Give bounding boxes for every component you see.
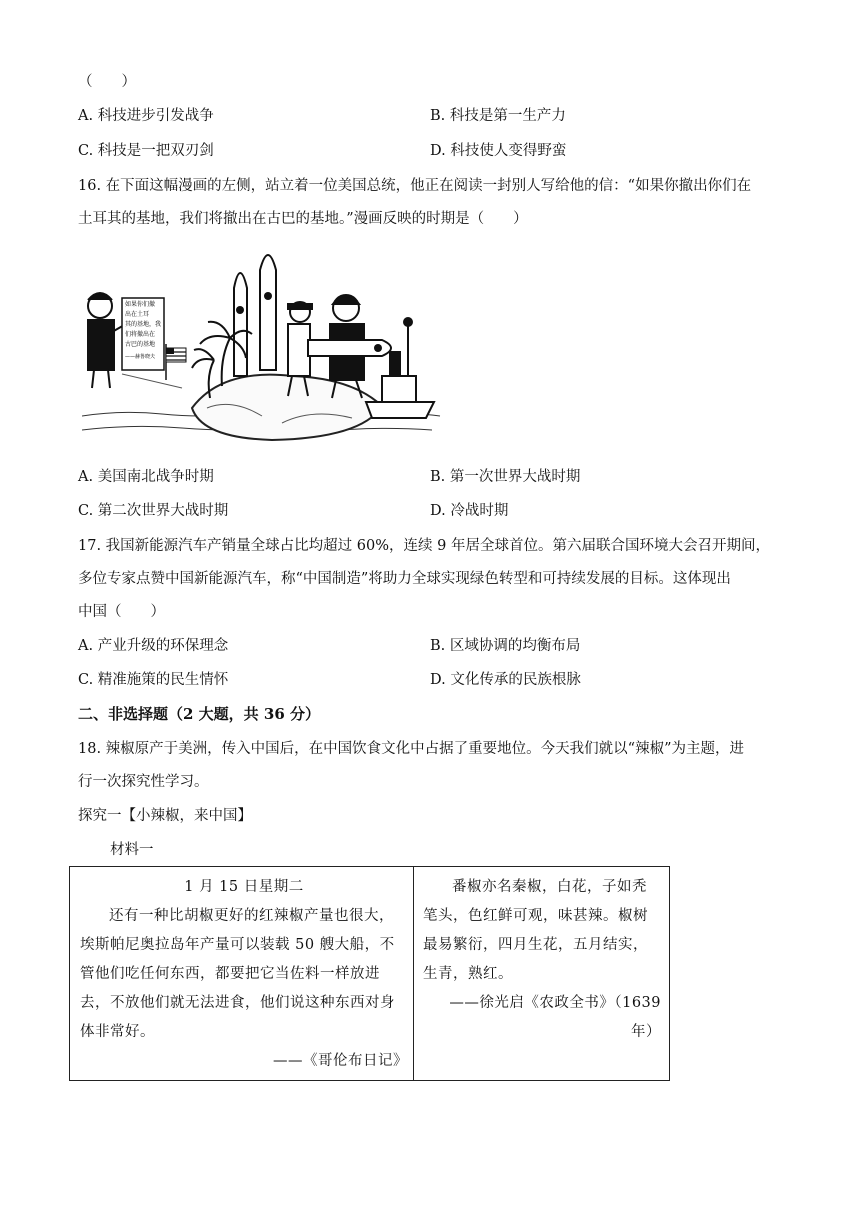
q18-stem-line2: 行一次探究性学习。 [78,774,209,790]
section-2-title: 二、非选择题（2 大题，共 36 分） [78,705,320,723]
diary-body: 还有一种比胡椒更好的红辣椒产量也很大，埃斯帕尼奥拉岛年产量可以装载 50 艘大船，不管他们吃任何东西，都要把它当佐料一样放进去，不放他们就无法进食，他们说这种东西对身体非常好。 [80,908,395,1040]
q17-option-c: C. 精准施策的民生情怀 [78,672,229,688]
q16-option-d: D. 冷战时期 [430,503,509,519]
explore-1-heading: 探究一【小辣椒，来中国】 [78,808,252,824]
nongzheng-body: 番椒亦名秦椒，白花，子如秃笔头，色红鲜可观，味甚辣。椒树最易繁衍，四月生花，五月结实，生青，熟红。 [423,879,648,982]
q17-option-b: B. 区域协调的均衡布局 [430,638,581,654]
letter-text-1: 如果你们撤 [125,301,156,308]
material-1-label: 材料一 [110,842,154,858]
q16-option-c: C. 第二次世界大战时期 [78,503,229,519]
q17-stem-line3: 中国（ ） [78,604,165,620]
table-divider [413,867,414,1080]
cold-war-cartoon [82,248,442,446]
nongzheng-source: ——徐光启《农政全书》（1639 年） [449,995,661,1040]
diary-source: ——《哥伦布日记》 [273,1053,408,1069]
letter-signature: ——赫鲁晓夫 [125,354,156,360]
q18-stem-line1: 18. 辣椒原产于美洲，传入中国后，在中国饮食文化中占据了重要地位。今天我们就以“辣椒”为主题，进 [78,741,744,757]
q15-option-d: D. 科技使人变得野蛮 [430,143,567,159]
nongzheng-quanshu-cell [423,873,661,1047]
q16-option-a: A. 美国南北战争时期 [78,469,214,485]
q17-option-a: A. 产业升级的环保理念 [78,638,229,654]
diary-date: 1 月 15 日星期二 [184,879,304,895]
q17-option-d: D. 文化传承的民族根脉 [430,672,581,688]
letter-text-3: 其的基地，我 [125,321,162,328]
letter-text-4: 们将撤出在 [125,331,156,338]
letter-text-2: 出在土耳 [125,311,150,318]
q15-option-a: A. 科技进步引发战争 [78,108,214,124]
columbus-diary-cell [80,873,408,1076]
q16-option-b: B. 第一次世界大战时期 [430,469,581,485]
q17-stem-line1: 17. 我国新能源汽车产销量全球占比均超过 60%，连续 9 年居全球首位。第六届联合国环境大会召开期间， [78,538,770,554]
q16-stem-line2: 土耳其的基地，我们将撤出在古巴的基地。”漫画反映的时期是（ ） [78,211,528,227]
q16-stem-line1: 16. 在下面这幅漫画的左侧，站立着一位美国总统，他正在阅读一封别人写给他的信：“如果你撤出你们在 [78,178,752,194]
q17-stem-line2: 多位专家点赞中国新能源汽车，称“中国制造”将助力全球实现绿色转型和可持续发展的目标。这体现出 [78,571,731,587]
q15-option-c: C. 科技是一把双刃剑 [78,143,214,159]
letter-text-5: 古巴的基地 [125,341,156,348]
material-1-table [69,866,670,1081]
q15-option-b: B. 科技是第一生产力 [430,108,566,124]
q15-answer-bracket: （ ） [78,74,136,90]
